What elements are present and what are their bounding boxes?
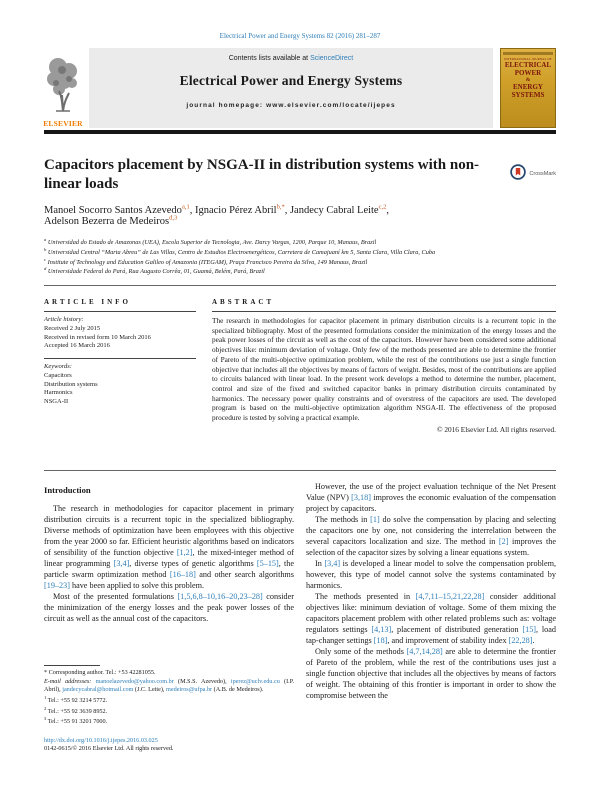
inline-link[interactable]: manoelazevedo@yahoo.com.br bbox=[95, 677, 174, 685]
author-superscript: d,3 bbox=[169, 214, 178, 221]
citation-link[interactable]: [2] bbox=[498, 536, 509, 546]
journal-header-citation: Electrical Power and Energy Systems 82 (2016) 281–287 bbox=[219, 32, 381, 40]
cover-decoration bbox=[503, 52, 553, 55]
abstract-column bbox=[212, 298, 556, 461]
author-superscript: b,* bbox=[276, 203, 285, 210]
affiliation: $^c$ Institute of Technology and Education Galileo of Amazonia (ITEGAM), Praça Francisco Pereira da Silva, 149 Manaus, Brazil bbox=[44, 256, 368, 266]
cover-kicker: INTERNATIONAL JOURNAL OF bbox=[504, 57, 552, 61]
history-item: Accepted 16 March 2016 bbox=[44, 342, 110, 350]
contents-line: Contents lists available at ScienceDirect bbox=[228, 55, 354, 62]
citation-link[interactable]: [1,5,6,8–10,16–20,23–28] bbox=[177, 591, 263, 601]
footnote-tel: $^1$ Tel.: +55 92 3214 5772. bbox=[44, 694, 108, 704]
body-paragraph: However, the use of the project evaluation technique of the Net Present Value (NPV) [3,18] improves the economic evaluation of the compensation project by capacitors. bbox=[306, 482, 556, 514]
body-paragraph: In [3,4] is developed a linear model to solve the compensation problem, however, this type of model cannot solve the systems contaminated by harmonics. bbox=[306, 558, 556, 590]
affiliation-list bbox=[44, 237, 556, 276]
affiliation: $^b$ Universidad Central “Marta Abreu” de Las Villas, Centro de Estudios Electroenergéticos, Carretera de Camajuaní km 5, Santa Clara, Villa Clara, Cuba bbox=[44, 246, 436, 256]
abstract-copyright: © 2016 Elsevier Ltd. All rights reserved. bbox=[436, 424, 556, 434]
elsevier-tree-icon bbox=[46, 55, 80, 118]
crossmark-badge[interactable] bbox=[510, 164, 556, 184]
inline-link[interactable]: iperez@uclv.edu.cu bbox=[230, 677, 280, 685]
masthead bbox=[44, 48, 556, 128]
citation-link[interactable]: [3,4] bbox=[324, 558, 341, 568]
keywords-label: Keywords: bbox=[44, 363, 72, 371]
citation-link[interactable]: [4,7,11–15,21,22,28] bbox=[415, 591, 485, 601]
affiliation: $^a$ Universidad do Estado de Amazonas (UEA), Escola Superior de Tecnologia, Ave. Darcy Vargas, 1200, Parque 10, Manaus, Brazil bbox=[44, 237, 377, 247]
body-paragraph: The methods presented in [4,7,11–15,21,22,28] consider additional objectives like: minimum deviation of voltage. Some of them mixing the capacitors placement problem with other related problems such as: voltage regulators settings [4,13], placement of distributed generation [15], load tap-changer settings [18], and improvement of stability index [22,28]. bbox=[306, 591, 556, 645]
inline-link[interactable]: medeiros@ufpa.br bbox=[166, 686, 213, 694]
citation-link[interactable]: [16–18] bbox=[169, 569, 196, 579]
crossmark-label: CrossMark bbox=[529, 171, 556, 177]
author-superscript: c,2 bbox=[378, 203, 387, 210]
citation-link[interactable]: [4,7,14,28] bbox=[406, 646, 443, 656]
body-left-column bbox=[44, 482, 294, 754]
citation-link[interactable]: [15] bbox=[522, 624, 537, 634]
article-title: Capacitors placement by NSGA-II in distribution systems with non-linear loads bbox=[44, 157, 480, 192]
elsevier-wordmark: ELSEVIER bbox=[43, 119, 83, 128]
keyword: NSGA-II bbox=[44, 398, 69, 406]
abstract-text: The research in methodologies for capacitor placement in primary distribution circuits is a recurrent topic in the specialized bibliography. Most of the presented formulations consider the minimization of the energy losses and the peak power losses of the circuit as well as the cost of the capacitors. However have been considered some additional objectives like: minimum deviation of voltage. Only few of the methods presented are able to determine the frontier of Pareto of the multi-objective optimization problem, while the rest of the contributions use just a single function objective that includes all the objectives by means of factors of weight. Besides, most of the contributions are applied to circuits balanced with linear load. In the present work develops a method to determine the number, placement, control and size of the fixed and switched capacitor banks in primary distribution circuits contaminated by harmonics. The necessary power quality constraints and of overstress of the capacitors are used. The developed program is based on the multi-objective optimization algorithm NSGA-II. The effectiveness of the proposed procedure is tested by solving a practical example. bbox=[212, 316, 556, 423]
citation-link[interactable]: [3,18] bbox=[351, 493, 371, 503]
crossmark-icon bbox=[510, 164, 526, 185]
elsevier-logo[interactable] bbox=[44, 48, 82, 128]
body-paragraph: Only some of the methods [4,7,14,28] are able to determine the frontier of Pareto of the problem, while the rest of the contributions uses just a single function objective that includes all the objectives by means of factors of weight. The obtaining of this frontier is important in order to show the compromise between the bbox=[306, 646, 556, 700]
header-rule bbox=[44, 130, 556, 134]
body-paragraph: The research in methodologies for capacitor placement in primary distribution circuits is a recurrent topic in the specialized bibliography. Diverse methods of optimization have been employees with this objective from the year 2000 so far. Efficient heuristic algorithms based on indicators of sensibility of the function objective [1,2], the mixed-integer method of linear programming [3,4], diverse types of genetic algorithms [5–15], the particle swarm optimization method [16–18] and other search algorithms [19–23] have been applied to solve this problem. bbox=[44, 504, 294, 590]
citation-link[interactable]: [18] bbox=[373, 635, 388, 645]
affiliation: $^d$ Universidade Federal do Pará, Rua Augusto Corrêa, 01, Guamá, Belém, Pará, Brazil bbox=[44, 266, 265, 276]
citation-link[interactable]: [5–15] bbox=[256, 558, 279, 568]
doi-link[interactable]: http://dx.doi.org/10.1016/j.ijepes.2016.03.025 bbox=[44, 736, 158, 744]
journal-homepage-link[interactable]: journal homepage: www.elsevier.com/locate/ijepes bbox=[186, 102, 396, 109]
citation-link[interactable]: [1,2] bbox=[176, 548, 193, 557]
footnote-tel: $^3$ Tel.: +55 91 3201 7000. bbox=[44, 716, 108, 726]
sciencedirect-link[interactable]: ScienceDirect bbox=[310, 55, 354, 62]
journal-cover-thumbnail[interactable]: INTERNATIONAL JOURNAL OF ELECTRICAL POWER & ENERGY SYSTEMS bbox=[500, 48, 556, 128]
keyword: Distribution systems bbox=[44, 380, 98, 388]
history-label: Article history: bbox=[44, 316, 84, 324]
author: Manoel Socorro Santos Azevedo$^{a,1}$, bbox=[44, 203, 195, 216]
body-paragraph: Most of the presented formulations [1,5,6,8–10,16–20,23–28] consider the minimization of the energy losses and the peak power losses of the circuit as well as the annual cost of the capacitors. bbox=[44, 591, 294, 623]
citation-link[interactable]: [4,13] bbox=[371, 624, 392, 634]
copyright-line: 0142-0615/© 2016 Elsevier Ltd. All rights reserved. bbox=[44, 745, 174, 753]
article-info-header: ARTICLE INFO bbox=[44, 298, 131, 307]
article-info-column bbox=[44, 298, 196, 461]
citation-link[interactable]: [19–23] bbox=[44, 580, 70, 590]
masthead-box bbox=[89, 48, 493, 128]
citation-link[interactable]: [3,4] bbox=[113, 558, 130, 568]
inline-link[interactable]: jandecycabral@hotmail.com bbox=[62, 686, 134, 694]
citation-link[interactable]: [22,28] bbox=[508, 635, 533, 645]
footnote-tel: $^2$ Tel.: +55 92 3639 8952. bbox=[44, 705, 108, 715]
section-divider bbox=[44, 285, 556, 286]
body-paragraph: The methods in [1] do solve the compensation by placing and selecting the capacitors one by one, not considering the interrelation between the several capacitors localization and size. The method in [2] improves the selection of the capacitor sizes by solving a linear equations system. bbox=[306, 515, 557, 557]
divider bbox=[212, 311, 556, 312]
abstract-header: ABSTRACT bbox=[212, 298, 275, 307]
author-list bbox=[44, 205, 556, 227]
author: Jandecy Cabral Leite$^{c,2}$, bbox=[289, 203, 389, 216]
body-right-column bbox=[306, 482, 556, 754]
keyword: Harmonics bbox=[44, 389, 73, 397]
section-heading: Introduction bbox=[44, 485, 91, 496]
divider bbox=[44, 358, 196, 359]
section-divider bbox=[44, 470, 556, 471]
footnote-divider bbox=[44, 665, 100, 666]
divider bbox=[44, 311, 196, 312]
author-superscript: a,1 bbox=[181, 203, 190, 210]
keyword: Capacitors bbox=[44, 371, 72, 379]
corresponding-author-note: * Corresponding author. Tel.: +53 42281055. bbox=[44, 669, 156, 677]
journal-title: Electrical Power and Energy Systems bbox=[179, 73, 403, 88]
author: Ignacio Pérez Abril$^{b,*}$, bbox=[194, 203, 290, 216]
email-addresses-note: E-mail addresses: manoelazevedo@yahoo.com.br (M.S.S. Azevedo), iperez@uclv.edu.cu (I.P. Abril), jandecycabral@hotmail.com (J.C. Leite), medeiros@ufpa.br (A.B. de Medeiros). bbox=[44, 677, 295, 694]
citation-link[interactable]: [1] bbox=[370, 515, 380, 525]
history-item: Received in revised form 10 March 2016 bbox=[44, 333, 151, 341]
history-item: Received 2 July 2015 bbox=[44, 324, 101, 332]
author: Adelson Bezerra de Medeiros$^{d,3}$ bbox=[44, 214, 178, 227]
